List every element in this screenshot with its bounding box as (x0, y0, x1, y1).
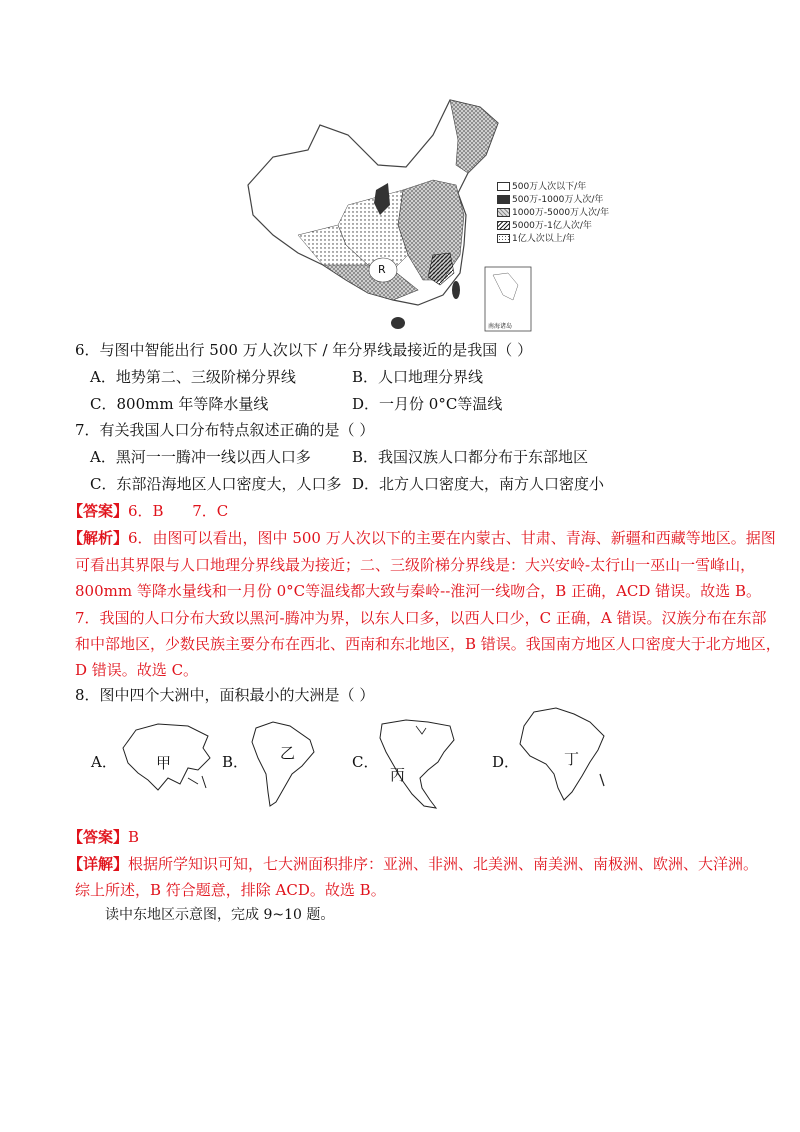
q8-option-a: A． (91, 753, 117, 771)
legend-swatch (497, 182, 510, 191)
inset-label: 南海诸岛 (488, 323, 513, 330)
north-america-map (376, 716, 458, 814)
legend-swatch (497, 195, 510, 204)
q7-option-d: D．北方人口密度大，南方人口密度小 (352, 475, 605, 493)
q6-option-b: B．人口地理分界线 (352, 368, 484, 386)
analysis-line-4: 7．我国的人口分布大致以黑河-腾冲为界，以东人口多，以西人口少，C 正确，A 错误。汉族分布在东部 (75, 609, 767, 627)
asia-map (118, 718, 214, 798)
q8-option-c: C． (352, 753, 379, 771)
legend-item: 5000万-1亿人次/年 (497, 221, 592, 232)
detail-line-1: 【详解】根据所学知识可知，七大洲面积排序：亚洲、非洲、北美洲、南美洲、南极洲、欧洲、大洋洲。 (68, 855, 759, 873)
q8-stem: 8．图中四个大洲中，面积最小的大洲是（ ） (75, 686, 375, 704)
q7-option-b: B．我国汉族人口都分布于东部地区 (352, 448, 589, 466)
africa-map (516, 704, 612, 804)
analysis-line-2: 可看出其界限与人口地理分界线最为接近；二、三级阶梯分界线是：大兴安岭-太行山一巫山一雪峰山， (75, 556, 756, 574)
next-instruction: 读中东地区示意图，完成 9~10 题。 (105, 907, 335, 923)
legend-swatch (497, 208, 510, 217)
q6-option-a: A．地势第二、三级阶梯分界线 (90, 368, 296, 386)
label-bing: 丙 (390, 766, 406, 784)
analysis-line-5: 和中部地区，少数民族主要分布在西北、西南和东北地区，B 错误。我国南方地区人口密度大于北方地区， (75, 635, 781, 653)
answer-block-2 (68, 827, 139, 847)
legend-item: 500万人次以下/年 (497, 182, 586, 193)
detail-line-2: 综上所述，B 符合题意，排除 ACD。故选 B。 (75, 881, 386, 899)
q6-option-d: D．一月份 0°C等温线 (352, 395, 503, 413)
answer-text: 6．B 7．C (128, 502, 229, 520)
legend-item: 1000万-5000万人次/年 (497, 208, 609, 219)
label-jia: 甲 (156, 754, 172, 772)
china-map-graphic (228, 95, 538, 335)
q6-option-c: C．800mm 年等降水量线 (90, 395, 269, 413)
legend-item: 1亿人次以上/年 (497, 234, 575, 245)
south-america-map (248, 718, 318, 810)
analysis-tag: 【解析】 (68, 529, 129, 547)
analysis-line-6: D 错误。故选 C。 (75, 661, 199, 679)
region-r-label: R (378, 263, 386, 276)
china-map-figure (228, 95, 538, 335)
legend-item: 500万-1000万人次/年 (497, 195, 603, 206)
q8-option-b: B． (222, 753, 249, 771)
answer-tag: 【答案】 (68, 828, 129, 846)
analysis-line-3: 800mm 等降水量线和一月份 0°C等温线都大致与秦岭--淮河一线吻合，B 正确，ACD 错误。故选 B。 (75, 582, 761, 600)
q6-stem: 6．与图中智能出行 500 万人次以下 / 年分界线最接近的是我国（ ） (75, 341, 533, 359)
q8-option-d: D． (492, 753, 520, 771)
q7-option-a: A．黑河一一腾冲一线以西人口多 (90, 448, 311, 466)
answer-block-1 (68, 501, 228, 521)
answer-tag: 【答案】 (68, 502, 129, 520)
legend-swatch (497, 234, 510, 243)
q7-stem: 7．有关我国人口分布特点叙述正确的是（ ） (75, 421, 375, 439)
legend-swatch (497, 221, 510, 230)
detail-tag: 【详解】 (68, 855, 129, 873)
label-yi: 乙 (280, 744, 296, 762)
answer-text: B (128, 828, 140, 846)
label-ding: 丁 (564, 750, 580, 768)
analysis-line-1: 【解析】6．由图可以看出，图中 500 万人次以下的主要在内蒙古、甘肃、青海、新疆和西藏等地区。据图 (68, 529, 776, 547)
q7-option-c: C．东部沿海地区人口密度大，人口多 (90, 475, 342, 493)
